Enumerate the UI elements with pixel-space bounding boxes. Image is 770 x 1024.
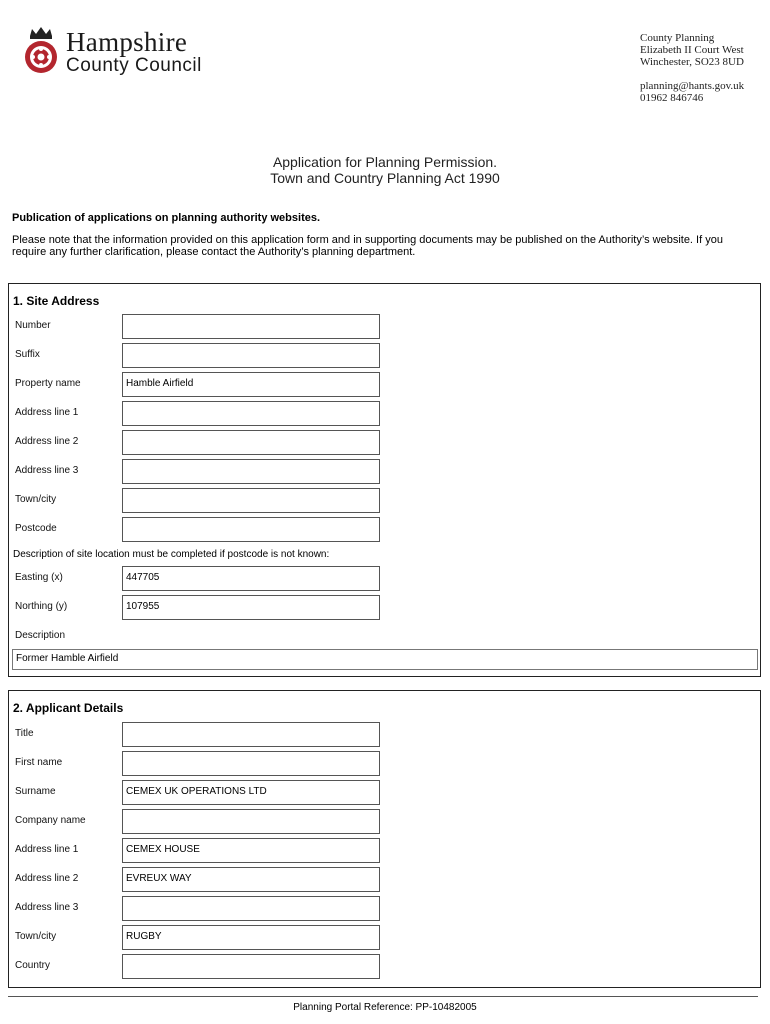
applicant-address-line-1-input[interactable]: CEMEX HOUSE xyxy=(122,838,380,863)
field-label: Town/city xyxy=(15,494,57,505)
field-address-line-2 xyxy=(9,430,760,456)
address-line-2-input[interactable] xyxy=(122,430,380,455)
field-applicant-address-line-1 xyxy=(9,838,760,864)
field-address-line-1 xyxy=(9,401,760,427)
field-label: Address line 2 xyxy=(15,436,79,447)
contact-address xyxy=(640,32,744,104)
field-label: Country xyxy=(15,960,51,971)
field-label: Number xyxy=(15,320,51,331)
form-title xyxy=(0,154,770,186)
logo-subtitle: County Council xyxy=(66,55,202,76)
field-address-line-3 xyxy=(9,459,760,485)
northing-input[interactable]: 107955 xyxy=(122,595,380,620)
field-property-name xyxy=(9,372,760,398)
field-number xyxy=(9,314,760,340)
logo-name: Hampshire xyxy=(66,27,188,57)
property-name-input[interactable]: Hamble Airfield xyxy=(122,372,380,397)
form-title-line2: Town and Country Planning Act 1990 xyxy=(270,170,500,186)
field-easting xyxy=(9,566,760,592)
field-label: Company name xyxy=(15,815,86,826)
field-applicant-address-line-2 xyxy=(9,867,760,893)
form-title-line1: Application for Planning Permission. xyxy=(272,154,498,170)
section-title: 2. Applicant Details xyxy=(13,701,124,715)
portal-reference: Planning Portal Reference: PP-10482005 xyxy=(293,1002,477,1013)
country-input[interactable] xyxy=(122,954,380,979)
field-label: Address line 3 xyxy=(15,902,79,913)
field-label: Surname xyxy=(15,786,56,797)
field-suffix xyxy=(9,343,760,369)
field-label: Address line 3 xyxy=(15,465,79,476)
description-input[interactable]: Former Hamble Airfield xyxy=(12,649,758,670)
applicant-address-line-2-input[interactable]: EVREUX WAY xyxy=(122,867,380,892)
contact-phone: 01962 846746 xyxy=(640,92,704,104)
applicant-details-section xyxy=(8,690,761,988)
publication-notice: Please note that the information provided on this application form and in supporting documents may be published on the Authority’s website. If you require any further clarification, please contact the Authority’s planning department. xyxy=(12,234,723,258)
description-label: Description xyxy=(15,630,66,641)
contact-line: Winchester, SO23 8UD xyxy=(640,56,744,68)
contact-line: County Planning xyxy=(640,32,715,44)
field-label: Easting (x) xyxy=(15,572,63,583)
council-logo xyxy=(20,26,220,78)
number-input[interactable] xyxy=(122,314,380,339)
section-title: 1. Site Address xyxy=(13,294,100,308)
field-town-city xyxy=(9,488,760,514)
postcode-input[interactable] xyxy=(122,517,380,542)
address-line-1-input[interactable] xyxy=(122,401,380,426)
company-name-input[interactable] xyxy=(122,809,380,834)
field-northing xyxy=(9,595,760,621)
field-first-name xyxy=(9,751,760,777)
field-label: First name xyxy=(15,757,63,768)
field-label: Property name xyxy=(15,378,81,389)
contact-line: Elizabeth II Court West xyxy=(640,44,744,56)
field-label: Title xyxy=(15,728,34,739)
field-postcode xyxy=(9,517,760,543)
contact-email[interactable]: planning@hants.gov.uk xyxy=(640,80,745,92)
site-address-section xyxy=(8,283,761,677)
applicant-address-line-3-input[interactable] xyxy=(122,896,380,921)
publication-heading: Publication of applications on planning authority websites. xyxy=(12,212,321,224)
town-city-input[interactable] xyxy=(122,488,380,513)
field-label: Suffix xyxy=(15,349,40,360)
location-note: Description of site location must be completed if postcode is not known: xyxy=(13,549,330,560)
field-label: Northing (y) xyxy=(15,601,68,612)
field-country xyxy=(9,954,760,980)
field-label: Address line 1 xyxy=(15,407,79,418)
title-input[interactable] xyxy=(122,722,380,747)
field-applicant-address-line-3 xyxy=(9,896,760,922)
field-applicant-town-city xyxy=(9,925,760,951)
field-label: Address line 2 xyxy=(15,873,79,884)
field-surname xyxy=(9,780,760,806)
first-name-input[interactable] xyxy=(122,751,380,776)
field-label: Town/city xyxy=(15,931,57,942)
county-crest-icon xyxy=(20,26,62,76)
field-company-name xyxy=(9,809,760,835)
address-line-3-input[interactable] xyxy=(122,459,380,484)
field-title xyxy=(9,722,760,748)
surname-input[interactable]: CEMEX UK OPERATIONS LTD xyxy=(122,780,380,805)
applicant-town-city-input[interactable]: RUGBY xyxy=(122,925,380,950)
field-label: Postcode xyxy=(15,523,57,534)
suffix-input[interactable] xyxy=(122,343,380,368)
field-label: Address line 1 xyxy=(15,844,79,855)
easting-input[interactable]: 447705 xyxy=(122,566,380,591)
footer-divider xyxy=(8,996,758,997)
